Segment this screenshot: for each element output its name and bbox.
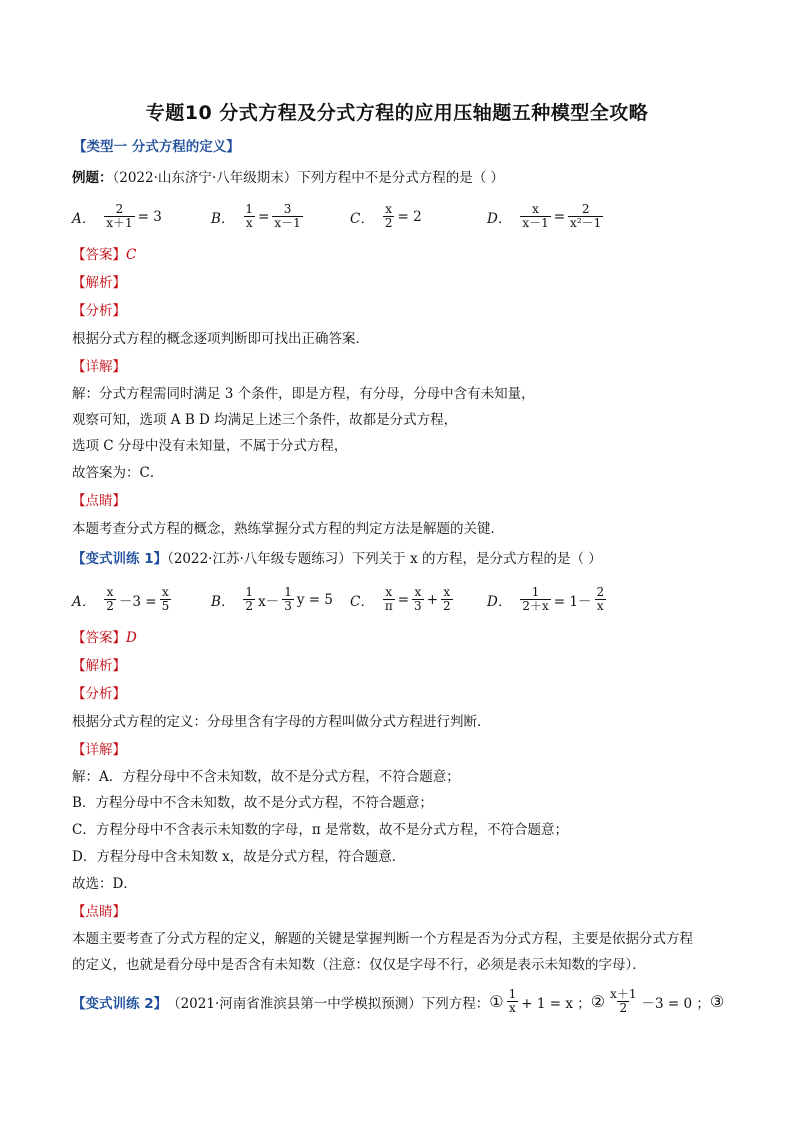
option-c: C． $\frac{x}{2}$ = 2: [350, 202, 422, 230]
example-question: [72, 169, 504, 187]
fenxi-heading: 【分析】: [72, 303, 126, 319]
example-label: 【变式训练 1】: [72, 551, 168, 567]
solution-line: 故选：D．: [72, 876, 137, 892]
dianjing-text: 的定义，也就是看分母中是否含有未知数（注意：仅仅是字母不行，必须是表示未知数的字母）．: [72, 957, 646, 973]
solution-line: 故答案为：C．: [72, 465, 164, 481]
option-a: A． $\frac{2}{x+1}$ = 3: [72, 202, 162, 230]
jiexi-heading: 【解析】: [72, 275, 126, 291]
option-a: A． $\frac{x}{2}$ －3 = $\frac{x}{5}$: [72, 585, 170, 613]
option-d: D． $\frac{1}{2+x}$ = 1－ $\frac{2}{x}$: [487, 585, 605, 613]
question-text: （2021·河南省淮滨县第一中学模拟预测）下列方程：: [167, 995, 490, 1012]
solution-line: 解：A．方程分母中不含未知数，故不是分式方程，不符合题意；: [72, 769, 460, 785]
option-c: C． $\frac{x}{\pi}$ = $\frac{x}{3}$ + $\frac{x}{2}$: [350, 585, 451, 613]
example-label: 【变式训练 2】: [72, 995, 168, 1012]
dianjing-heading: 【点睛】: [72, 904, 126, 920]
xiangjie-heading: 【详解】: [72, 742, 126, 758]
dianjing-text: 本题主要考查了分式方程的定义，解题的关键是掌握判断一个方程是否为分式方程，主要是依据分式方程: [72, 931, 693, 947]
answer: 【答案】C: [72, 247, 137, 263]
option-d: D． $\frac{x}{x-1}$ = $\frac{2}{\text{x²－1}}$: [487, 202, 602, 230]
solution-line: 选项 C 分母中没有未知量，不属于分式方程，: [72, 438, 348, 454]
question-text: （2022·山东济宁·八年级期末）下列方程中不是分式方程的是（ ）: [112, 170, 504, 186]
example-question: 【变式训练 2】 （2021·河南省淮滨县第一中学模拟预测）下列方程： ① $\frac{1}{x}$ + 1 = x ； ② $\frac{x+1}{2}$ －3 = 0 ； ③: [72, 987, 725, 1015]
option-b: B． $\frac{1}{x}$ = $\frac{3}{x-1}$: [211, 202, 301, 230]
page-title: 专题10 分式方程及分式方程的应用压轴题五种模型全攻略: [145, 102, 649, 124]
fenxi-text: 根据分式方程的定义：分母里含有字母的方程叫做分式方程进行判断．: [72, 714, 491, 730]
fenxi-heading: 【分析】: [72, 686, 126, 702]
example-label: 例题：: [72, 170, 113, 186]
solution-line: B．方程分母中不含未知数，故不是分式方程，不符合题意；: [72, 795, 433, 811]
question-text: （2022·江苏·八年级专题练习）下列关于 x 的方程，是分式方程的是（ ）: [167, 551, 602, 567]
dianjing-heading: 【点睛】: [72, 493, 126, 509]
solution-line: 观察可知，选项 A B D 均满足上述三个条件，故都是分式方程，: [72, 412, 458, 428]
solution-line: C．方程分母中不含表示未知数的字母，π 是常数，故不是分式方程，不符合题意；: [72, 822, 568, 838]
answer: 【答案】D: [72, 630, 137, 646]
solution-line: D．方程分母中含未知数 x，故是分式方程，符合题意．: [72, 849, 406, 865]
solution-line: 解：分式方程需同时满足 3 个条件，即是方程，有分母，分母中含有未知量，: [72, 386, 535, 402]
option-b: B． $\frac{1}{2}$ x－ $\frac{1}{3}$ y = 5: [211, 585, 333, 613]
jiexi-heading: 【解析】: [72, 658, 126, 674]
fenxi-text: 根据分式方程的概念逐项判断即可找出正确答案．: [72, 331, 369, 347]
section-heading: 【类型一 分式方程的定义】: [73, 139, 240, 155]
example-question: [72, 550, 602, 568]
dianjing-text: 本题考查分式方程的概念，熟练掌握分式方程的判定方法是解题的关键．: [72, 521, 504, 537]
xiangjie-heading: 【详解】: [72, 359, 126, 375]
